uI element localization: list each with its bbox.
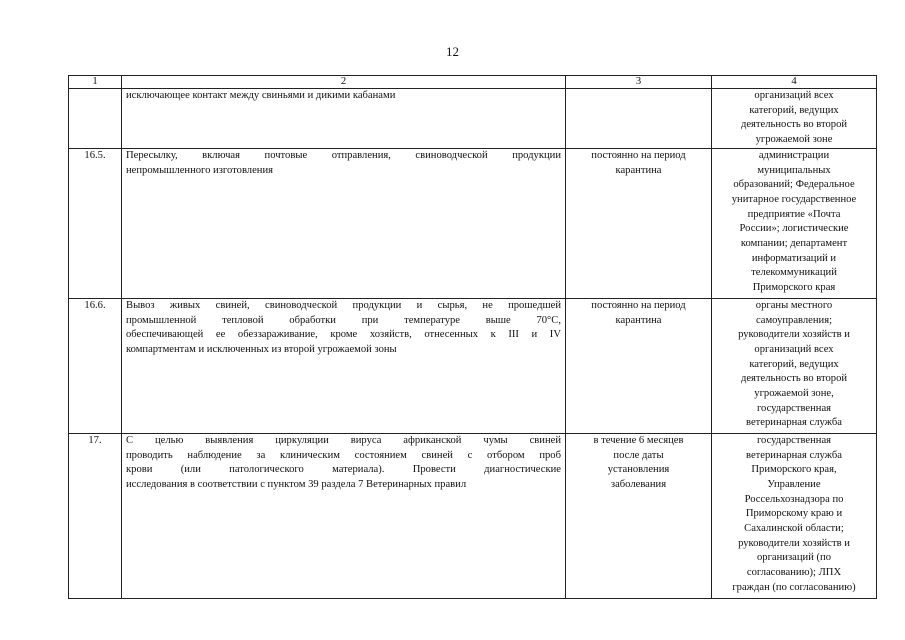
- row-responsible: организаций всех категорий, ведущих деятельность во второй угрожаемой зоне: [712, 89, 877, 149]
- measures-table: [68, 75, 877, 599]
- row-description: Вывоз живых свиней, свиноводческой продукции и сырья, не прошедшей промышленной тепловой обработки при температуре выше 70°С, обеспечивающей ее обеззараживание, кроме хозяйств, отнесенных к III и IV компартментам и исключенных из второй угрожаемой зоны: [122, 298, 566, 433]
- table-row: [69, 298, 877, 433]
- row-term: постоянно на период карантина: [566, 148, 712, 298]
- row-responsible: государственная ветеринарная служба Приморского края, Управление Россельхознадзора по Приморскому краю и Сахалинской области; руководители хозяйств и организаций (по согласованию); ЛПХ граждан (по согласованию): [712, 433, 877, 598]
- row-number: [69, 89, 122, 149]
- column-header-3: 3: [566, 76, 712, 89]
- row-responsible: администрации муниципальных образований; Федеральное унитарное государственное предприятие «Почта России»; логистические компании; департамент информатизаций и телекоммуникаций Приморского края: [712, 148, 877, 298]
- row-number: 17.: [69, 433, 122, 598]
- row-term: постоянно на период карантина: [566, 298, 712, 433]
- column-header-1: 1: [69, 76, 122, 89]
- row-description: исключающее контакт между свиньями и дикими кабанами: [122, 89, 566, 149]
- row-description: Пересылку, включая почтовые отправления, свиноводческой продукции непромышленного изготовления: [122, 148, 566, 298]
- table-row: [69, 148, 877, 298]
- row-description: С целью выявления циркуляции вируса африканской чумы свиней проводить наблюдение за клиническим состоянием свиней с отбором проб крови (или патологического материала). Провести диагностические исследования в соответствии с пунктом 39 раздела 7 Ветеринарных правил: [122, 433, 566, 598]
- row-term: в течение 6 месяцев после даты установления заболевания: [566, 433, 712, 598]
- column-header-2: 2: [122, 76, 566, 89]
- column-header-4: 4: [712, 76, 877, 89]
- row-number: 16.5.: [69, 148, 122, 298]
- row-term: [566, 89, 712, 149]
- table-header-row: [69, 76, 877, 89]
- page-number: 12: [446, 44, 459, 59]
- row-number: 16.6.: [69, 298, 122, 433]
- table-row: [69, 89, 877, 149]
- row-responsible: органы местного самоуправления; руководители хозяйств и организаций всех категорий, ведущих деятельность во второй угрожаемой зоне, государственная ветеринарная служба: [712, 298, 877, 433]
- table-row: [69, 433, 877, 598]
